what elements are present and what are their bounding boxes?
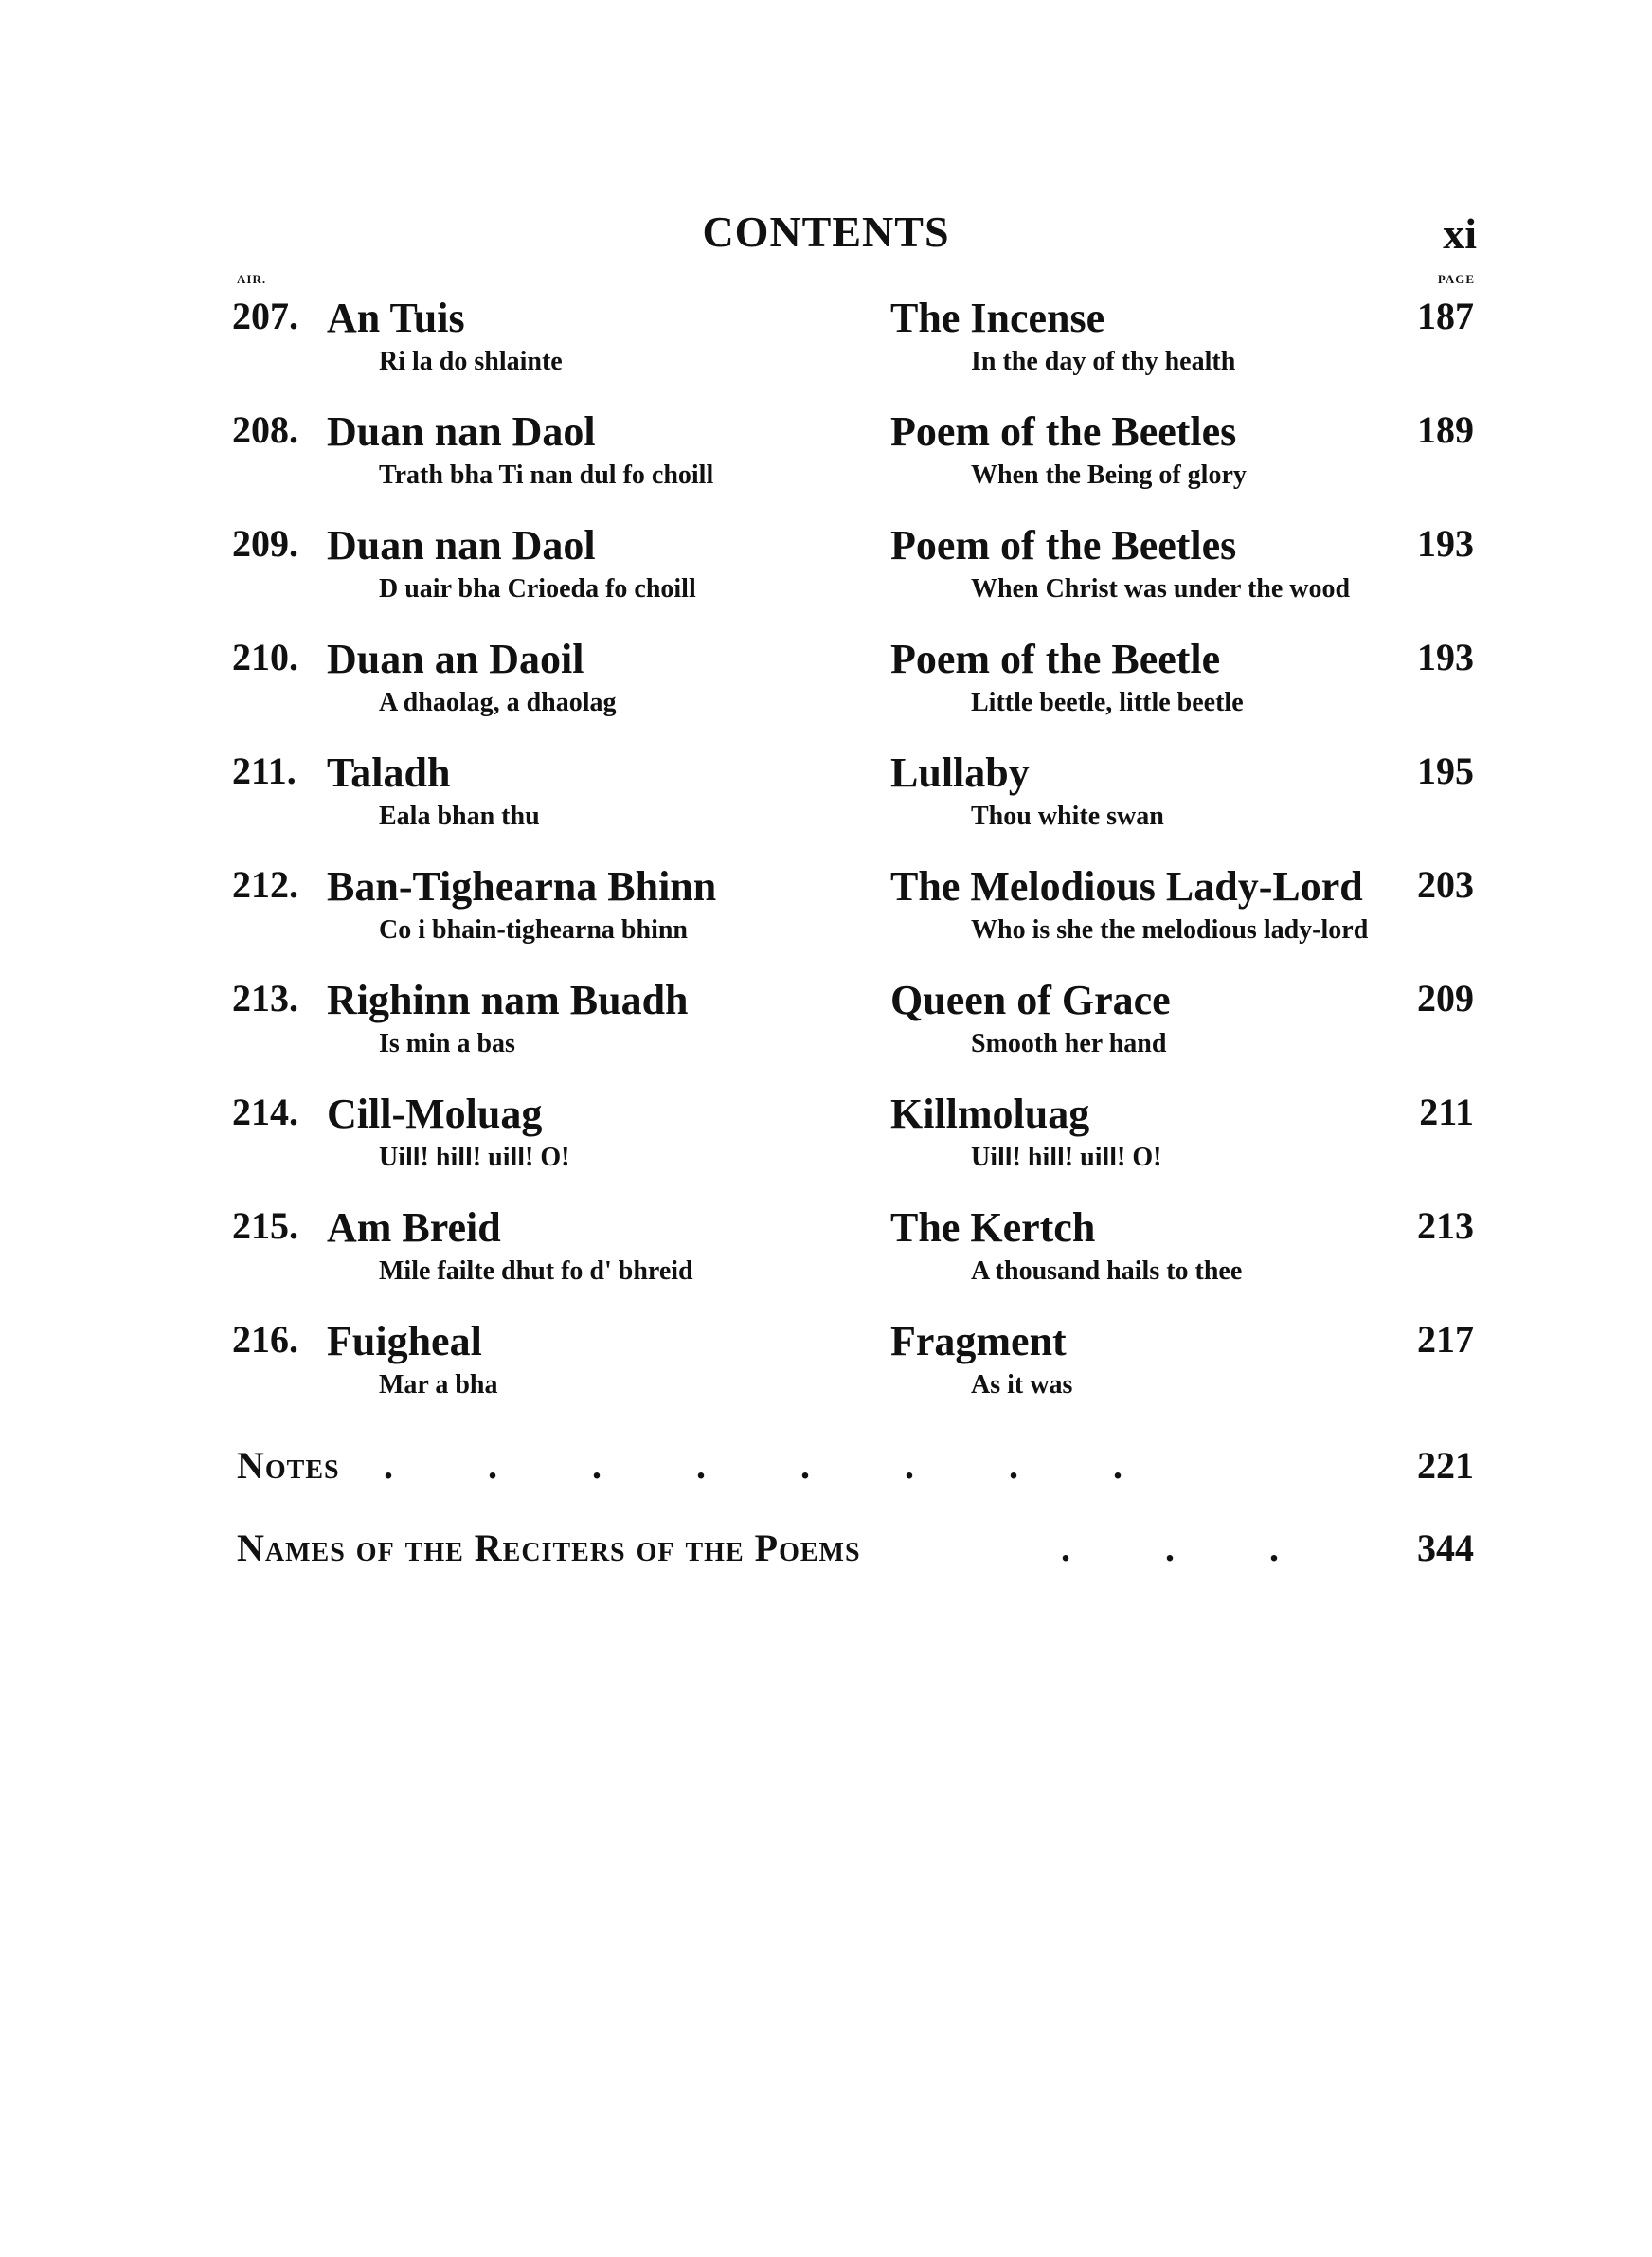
entry-number: 209.	[232, 522, 298, 565]
entry-number: 211.	[232, 749, 296, 792]
reciters-label: Names of the Reciters of the Poems	[237, 1526, 861, 1569]
folio-number: xi	[1443, 209, 1477, 258]
page-number: 211	[1419, 1091, 1474, 1133]
page-number: 193	[1417, 636, 1474, 678]
toc-entry	[0, 1317, 1652, 1421]
english-title: The Melodious Lady-Lord	[890, 863, 1363, 910]
entry-number: 216.	[232, 1318, 298, 1361]
toc-entry	[0, 976, 1652, 1080]
english-first-line: Thou white swan	[971, 802, 1164, 831]
entry-number: 208.	[232, 408, 298, 451]
page-number: 189	[1417, 408, 1474, 451]
entry-number: 214.	[232, 1091, 298, 1133]
gaelic-title: Cill-Moluag	[327, 1091, 543, 1137]
gaelic-first-line: Mar a bha	[379, 1370, 498, 1399]
toc-entry	[0, 1090, 1652, 1194]
gaelic-first-line: Is min a bas	[379, 1029, 515, 1058]
toc-entry	[0, 407, 1652, 512]
gaelic-first-line: Trath bha Ti nan dul fo choill	[379, 460, 714, 490]
gaelic-title: Taladh	[327, 749, 451, 796]
gaelic-first-line: Mile failte dhut fo d' bhreid	[379, 1256, 693, 1286]
toc-entry	[0, 749, 1652, 853]
entry-number: 213.	[232, 977, 298, 1020]
gaelic-title: Fuigheal	[327, 1318, 482, 1364]
gaelic-first-line: Co i bhain-tighearna bhinn	[379, 915, 688, 945]
english-title: Fragment	[890, 1318, 1067, 1364]
page-number: 217	[1417, 1318, 1474, 1361]
gaelic-first-line: Uill! hill! uill! O!	[379, 1143, 570, 1172]
english-first-line: Little beetle, little beetle	[971, 688, 1244, 717]
gaelic-title: Duan nan Daol	[327, 408, 596, 455]
english-title: The Kertch	[890, 1204, 1096, 1251]
english-title: Poem of the Beetles	[890, 408, 1237, 455]
gaelic-first-line: A dhaolag, a dhaolag	[379, 688, 617, 717]
english-title: Lullaby	[890, 749, 1030, 796]
gaelic-title: Righinn nam Buadh	[327, 977, 689, 1023]
english-title: The Incense	[890, 295, 1105, 341]
entry-number: 215.	[232, 1204, 298, 1247]
english-title: Queen of Grace	[890, 977, 1171, 1023]
gaelic-title: An Tuis	[327, 295, 465, 341]
english-first-line: Uill! hill! uill! O!	[971, 1143, 1162, 1172]
english-first-line: As it was	[971, 1370, 1073, 1399]
gaelic-title: Am Breid	[327, 1204, 501, 1251]
page-number: 193	[1417, 522, 1474, 565]
entry-number: 212.	[232, 863, 298, 906]
page-number: 209	[1417, 977, 1474, 1020]
reciters-entry	[237, 1526, 1474, 1573]
english-first-line: When Christ was under the wood	[971, 574, 1351, 604]
entry-number: 207.	[232, 295, 298, 337]
leader-dots: . . . . . . . .	[384, 1444, 1122, 1487]
english-first-line: Who is she the melodious lady-lord	[971, 915, 1369, 945]
toc-entry	[0, 1203, 1652, 1308]
toc-entry	[0, 294, 1652, 398]
english-first-line: When the Being of glory	[971, 460, 1247, 490]
page-number: 195	[1417, 749, 1474, 792]
page-column-label: PAGE	[1437, 272, 1475, 286]
english-first-line: Smooth her hand	[971, 1029, 1167, 1058]
page-number: 213	[1417, 1204, 1474, 1247]
gaelic-first-line: Ri la do shlainte	[379, 347, 563, 376]
gaelic-first-line: Eala bhan thu	[379, 802, 540, 831]
notes-entry	[237, 1443, 1474, 1490]
page-title: CONTENTS	[702, 208, 950, 256]
gaelic-title: Duan nan Daol	[327, 522, 596, 569]
english-first-line: In the day of thy health	[971, 347, 1236, 376]
english-first-line: A thousand hails to thee	[971, 1256, 1243, 1286]
english-title: Poem of the Beetles	[890, 522, 1237, 569]
toc-entry	[0, 635, 1652, 739]
air-column-label: AIR.	[237, 272, 267, 286]
toc-entry	[0, 862, 1652, 966]
english-title: Killmoluag	[890, 1091, 1090, 1137]
page-number: 187	[1417, 295, 1474, 337]
gaelic-title: Duan an Daoil	[327, 636, 584, 682]
toc-entry	[0, 521, 1652, 625]
gaelic-first-line: D uair bha Crioeda fo choill	[379, 574, 696, 604]
page-number: 203	[1417, 863, 1474, 906]
gaelic-title: Ban-Tighearna Bhinn	[327, 863, 717, 910]
entry-number: 210.	[232, 636, 298, 678]
notes-label: Notes	[237, 1444, 340, 1487]
page-number: 221	[1417, 1444, 1474, 1487]
english-title: Poem of the Beetle	[890, 636, 1221, 682]
leader-dots: . . .	[1061, 1526, 1279, 1569]
page-number: 344	[1417, 1526, 1474, 1569]
